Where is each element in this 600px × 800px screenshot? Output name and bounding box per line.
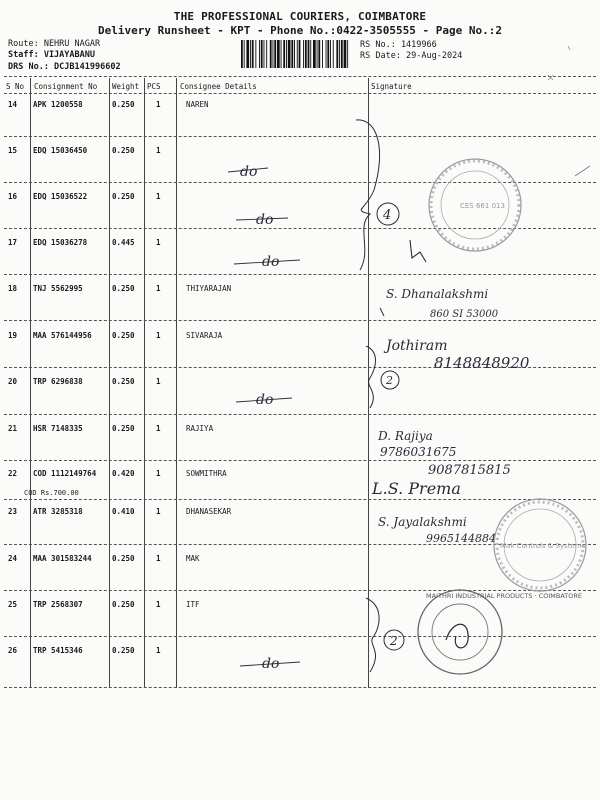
count-c: 2 [390, 634, 398, 648]
col-rule [368, 78, 369, 688]
row-14-consignment: APK 1200558 [33, 100, 83, 109]
barcode-bar [303, 40, 304, 68]
row-16-pcs: 1 [156, 192, 161, 201]
col-signature: Signature [371, 82, 412, 91]
count-a: 4 [383, 208, 392, 223]
rs-number: RS No.: 1419966 [360, 40, 437, 50]
signature-21-name: D. Rajiya [378, 429, 433, 443]
route-label: Route: NEHRU NAGAR [8, 39, 101, 49]
row-19-weight: 0.250 [112, 331, 135, 340]
barcode-bar [274, 40, 276, 68]
row-19-consignee: SIVARAJA [186, 331, 223, 340]
signature-23-name: S. Jayalakshmi [378, 515, 467, 529]
col-sno: S No [6, 82, 25, 91]
ditto-mark: do [262, 656, 280, 672]
drs-number: DRS No.: DCJB141996602 [8, 62, 121, 72]
row-22-cod-note: COD Rs.700.00 [24, 489, 79, 497]
row-24-consignment: MAA 301583244 [33, 554, 92, 563]
row-25-consignment: TRP 2568307 [33, 600, 83, 609]
row-20-pcs: 1 [156, 377, 161, 386]
barcode-image [240, 40, 350, 68]
barcode-bar [270, 40, 272, 68]
row-18-consignment: TNJ 5562995 [33, 284, 83, 293]
row-14-sno: 14 [8, 100, 18, 109]
ditto-line [234, 260, 300, 264]
row-divider [4, 228, 596, 229]
barcode-bar [299, 40, 301, 68]
row-divider [4, 460, 596, 461]
pen-tick [380, 308, 384, 316]
barcode-bar [281, 40, 282, 68]
row-26-weight: 0.250 [112, 646, 135, 655]
row-18-pcs: 1 [156, 284, 161, 293]
signature-19-number: 8148848920 [434, 354, 530, 372]
row-22-sno: 22 [8, 469, 18, 478]
barcode-bar [288, 40, 291, 68]
row-20-weight: 0.250 [112, 377, 135, 386]
barcode-bar [286, 40, 287, 68]
signature-18-number: 860 SI 53000 [430, 309, 499, 320]
row-divider [4, 499, 596, 500]
ditto-line [236, 398, 292, 402]
col-rule [30, 78, 31, 688]
barcode-bar [250, 40, 251, 68]
count-circle [377, 203, 399, 225]
signature-18-name: S. Dhanalakshmi [386, 287, 489, 301]
ditto-mark: do [256, 392, 274, 408]
row-21-weight: 0.250 [112, 424, 135, 433]
rs-date: RS Date: 29-Aug-2024 [360, 51, 463, 61]
row-23-sno: 23 [8, 507, 18, 516]
row-18-sno: 18 [8, 284, 18, 293]
row-24-pcs: 1 [156, 554, 161, 563]
row-divider [4, 136, 596, 137]
stamp-ring [494, 499, 586, 591]
barcode-bar [264, 40, 265, 68]
row-22-consignment: COD 1112149764 [33, 469, 97, 478]
row-divider [4, 414, 596, 415]
barcode-bar [336, 40, 338, 68]
barcode-bar [261, 40, 263, 68]
row-18-consignee: THIYARAJAN [186, 284, 232, 293]
row-15-consignment: EDQ 15036450 [33, 146, 88, 155]
row-19-sno: 19 [8, 331, 18, 340]
corner-mark [575, 166, 590, 176]
barcode-bar [327, 40, 329, 68]
row-17-pcs: 1 [156, 238, 161, 247]
col-consignee: Consignee Details [180, 82, 257, 91]
stamp-ring [418, 590, 502, 674]
row-17-consignment: EDQ 15036278 [33, 238, 88, 247]
row-21-consignment: HSR 7148335 [33, 424, 83, 433]
row-26-sno: 26 [8, 646, 18, 655]
row-21-pcs: 1 [156, 424, 161, 433]
signature-19-name: Jothiram [386, 338, 448, 354]
barcode-bar [283, 40, 285, 68]
ditto-line [228, 168, 268, 172]
barcode-bar [344, 40, 347, 68]
company-title: THE PROFESSIONAL COURIERS, COIMBATORE [173, 10, 427, 23]
ditto-line [240, 662, 300, 666]
stamp-text: Mak Controls & Systems [500, 542, 586, 550]
col-pcs: PCS [147, 82, 161, 91]
colhead-divider [4, 93, 596, 94]
stamp-text: CES 661 013 [460, 202, 505, 210]
row-26-pcs: 1 [156, 646, 161, 655]
row-15-pcs: 1 [156, 146, 161, 155]
staff-label: Staff: VIJAYABANU [8, 50, 95, 60]
barcode-bar [255, 40, 256, 68]
ditto-mark: do [256, 212, 274, 228]
barcode-bar [347, 40, 348, 68]
row-16-sno: 16 [8, 192, 18, 201]
barcode-bar [330, 40, 331, 68]
row-20-sno: 20 [8, 377, 18, 386]
barcode-bar [297, 40, 298, 68]
barcode-bar [322, 40, 323, 68]
row-divider [4, 687, 596, 688]
stamp-ring [504, 509, 576, 581]
col-rule [176, 78, 177, 688]
row-15-sno: 15 [8, 146, 18, 155]
row-17-weight: 0.445 [112, 238, 135, 247]
row-23-weight: 0.410 [112, 507, 135, 516]
signature-22-name: L.S. Prema [372, 479, 461, 498]
row-23-consignment: ATR 3285318 [33, 507, 83, 516]
row-24-sno: 24 [8, 554, 18, 563]
row-20-consignment: TRP 6296838 [33, 377, 83, 386]
barcode-bar [318, 40, 320, 68]
row-25-pcs: 1 [156, 600, 161, 609]
count-circle [384, 630, 404, 650]
barcode-bar [291, 40, 293, 68]
barcode-bar [246, 40, 249, 68]
row-14-pcs: 1 [156, 100, 161, 109]
runsheet-subtitle: Delivery Runsheet - KPT - Phone No.:0422-3505555 - Page No.:2 [98, 24, 502, 37]
row-24-consignee: MAK [186, 554, 200, 563]
row-25-sno: 25 [8, 600, 18, 609]
barcode-bar [313, 40, 316, 68]
signature-22-number: 9087815815 [428, 463, 511, 478]
row-16-consignment: EDQ 15036522 [33, 192, 88, 201]
col-consignment: Consignment No [34, 82, 98, 91]
row-19-pcs: 1 [156, 331, 161, 340]
row-19-consignment: MAA 576144956 [33, 331, 92, 340]
row-18-weight: 0.250 [112, 284, 135, 293]
row-17-sno: 17 [8, 238, 18, 247]
barcode-bar [326, 40, 327, 68]
signature-21-number: 9786031675 [380, 445, 457, 459]
row-divider [4, 590, 596, 591]
count-b: 2 [386, 374, 393, 387]
barcode-bar [273, 40, 274, 68]
row-divider [4, 636, 596, 637]
row-16-weight: 0.250 [112, 192, 135, 201]
ditto-mark: do [262, 254, 280, 270]
row-22-weight: 0.420 [112, 469, 135, 478]
barcode-bar [341, 40, 343, 68]
row-divider [4, 544, 596, 545]
header-divider [4, 76, 596, 77]
row-14-weight: 0.250 [112, 100, 135, 109]
signature-23-number: 9965144884 [426, 532, 496, 545]
row-21-consignee: RAJIYA [186, 424, 214, 433]
row-24-weight: 0.250 [112, 554, 135, 563]
barcode-bar [259, 40, 260, 68]
row-26-consignment: TRP 5415346 [33, 646, 83, 655]
initial-mark [410, 240, 426, 262]
stamp-text: MAITHRI INDUSTRIAL PRODUCTS · COIMBATORE [426, 592, 582, 600]
stamp-ring [431, 161, 519, 249]
barcode-bar [277, 40, 280, 68]
ditto-line [236, 218, 288, 220]
row-divider [4, 367, 596, 368]
row-divider [4, 320, 596, 321]
stamp-ring [429, 159, 521, 251]
row-divider [4, 274, 596, 275]
stamp-ring [432, 604, 488, 660]
row-25-weight: 0.250 [112, 600, 135, 609]
barcode-bar [310, 40, 311, 68]
row-15-weight: 0.250 [112, 146, 135, 155]
barcode-bar [339, 40, 340, 68]
col-rule [144, 78, 145, 688]
barcode-bar [333, 40, 334, 68]
corner-mark [568, 46, 570, 50]
ditto-mark: do [240, 164, 258, 180]
col-rule [109, 78, 110, 688]
row-23-consignee: DHANASEKAR [186, 507, 232, 516]
barcode-bar [317, 40, 318, 68]
barcode-bar [294, 40, 295, 68]
stamp-ring [497, 502, 583, 588]
row-22-pcs: 1 [156, 469, 161, 478]
row-22-consignee: SOWMITHRA [186, 469, 227, 478]
row-25-consignee: ITF [186, 600, 200, 609]
barcode-bar [244, 40, 245, 68]
barcode-bar [252, 40, 254, 68]
barcode-bar [305, 40, 307, 68]
barcode-bar [308, 40, 310, 68]
barcode-bar [266, 40, 267, 68]
count-circle [381, 371, 399, 389]
row-14-consignee: NAREN [186, 100, 209, 109]
row-23-pcs: 1 [156, 507, 161, 516]
barcode-bar [241, 40, 243, 68]
col-weight: Weight [112, 82, 140, 91]
row-divider [4, 182, 596, 183]
row-21-sno: 21 [8, 424, 18, 433]
